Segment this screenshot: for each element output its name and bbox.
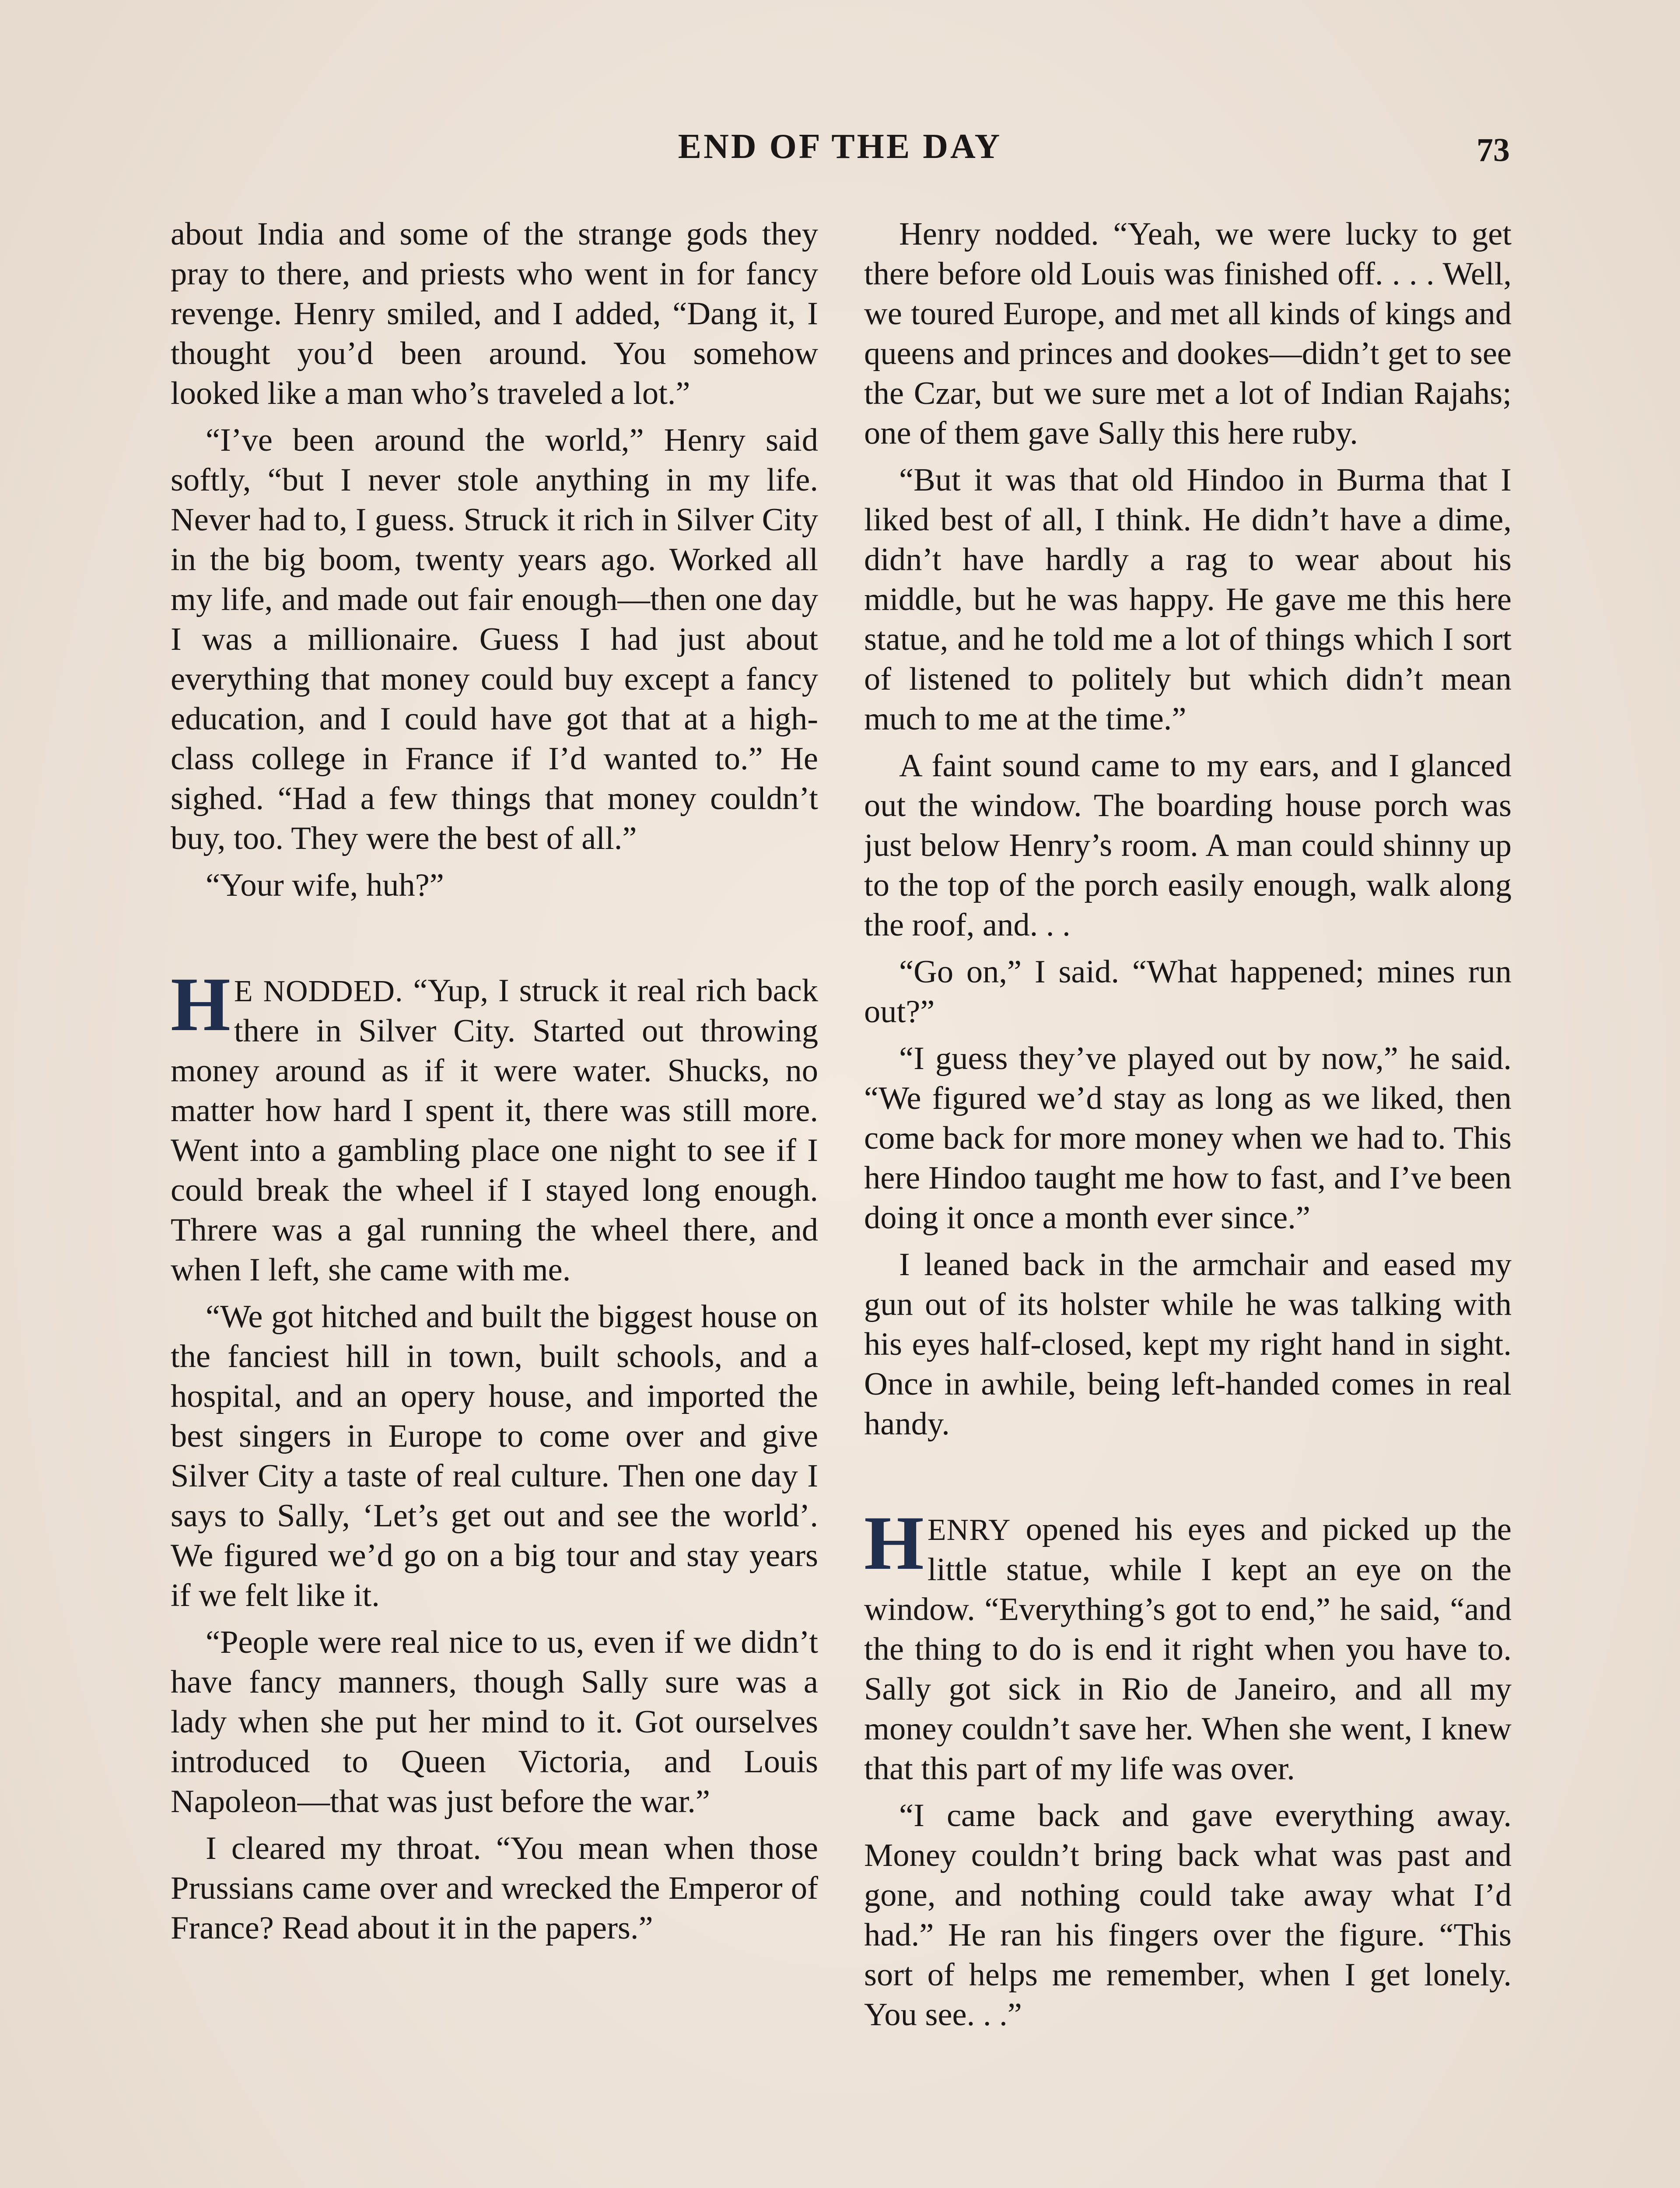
paragraph: “We got hitched and built the biggest house on the fanciest hill in town, built schools, and a hospital, and an opery house, and imported the best singers in Europe to come over and give Silver City a taste of real culture. Then one day I says to Sally, ‘Let’s get out and see the world’. We figured we’d go on a big tour and stay years if we felt like it. [171,1299,818,1613]
paragraph: “But it was that old Hindoo in Burma that I liked best of all, I think. He didn’t have a dime, didn’t have hardly a rag to wear about his middle, but he was happy. He gave me this here statue, and he told me a lot of things which I sort of listened to politely but which didn’t mean much to me at the time.” [864,462,1512,737]
small-caps-lead: E NODDED. [234,975,403,1008]
section-opening-paragraph [171,962,818,1290]
paragraph: “Go on,” I said. “What happened; mines run out?” [864,954,1512,1030]
paragraph: A faint sound came to my ears, and I glanced out the window. The boarding house porch was just below Henry’s room. A man could shinny up to the top of the porch easily enough, walk along the roof, and. . . [864,748,1512,943]
paragraph-text: opened his eyes and picked up the little statue, while I kept an eye on the window. “Everything’s got to end,” he said, “and the thing to do is end it right when you have to. Sally got sick in Rio de Janeiro, and all my money couldn’t save her. When she went, I knew that this part of my life was over. [864,1511,1512,1787]
paragraph: about India and some of the strange gods they pray to there, and priests who went in for fancy revenge. Henry smiled, and I added, “Dang it, I thought you’d been around. You somehow looked like a man who’s traveled a lot.” [171,216,818,411]
paragraph: “I came back and gave everything away. Money couldn’t bring back what was past and gone, and nothing could take away what I’d had.” He ran his fingers over the figure. “This sort of helps me remember, when I get lonely. You see. . .” [864,1798,1512,2033]
section-opening-paragraph [864,1501,1512,1789]
paragraph: “Your wife, huh?” [206,867,444,903]
running-title: END OF THE DAY [678,127,1002,166]
drop-cap: H [171,962,231,1047]
paragraph-text: “Yup, I struck it real rich back there in Silver City. Started out throwing money around as if it were water. Shucks, no matter how hard I spent it, there was still more. Went into a gambling place one night to see if I could break the wheel if I stayed long enough. Threre was a gal running the wheel there, and when I left, she came with me. [171,973,818,1288]
small-caps-lead: ENRY [927,1513,1011,1547]
paragraph: “I guess they’ve played out by now,” he said. “We figured we’d stay as long as we liked, then come back for more money when we had to. This here Hindoo taught me how to fast, and I’ve been doing it once a month ever since.” [864,1041,1512,1236]
paragraph: I leaned back in the armchair and eased my gun out of its holster while he was talking with his eyes half-closed, kept my right hand in sight. Once in awhile, being left-handed comes in real handy. [864,1247,1512,1442]
right-column [864,214,1512,2188]
paragraph: “People were real nice to us, even if we didn’t have fancy manners, though Sally sure was a lady when she put her mind to it. Got ourselves introduced to Queen Victoria, and Louis Napoleon—that was just before the war.” [171,1624,818,1820]
paragraph: “I’ve been around the world,” Henry said softly, “but I never stole anything in my life. Never had to, I guess. Struck it rich in Silver City in the big boom, twenty years ago. Worked all my life, and made out fair enough—then one day I was a millionaire. Guess I had just about everything that money could buy except a fancy education, and I could have got that at a high-class college in France if I’d wanted to.” He sighed. “Had a few things that money couldn’t buy, too. They were the best of all.” [171,422,818,856]
page-number: 73 [1477,132,1510,168]
paragraph: Henry nodded. “Yeah, we were lucky to get there before old Louis was finished off. . . . Well, we toured Europe, and met all kinds of kings and queens and princes and dookes—didn’t get to see the Czar, but we sure met a lot of Indian Rajahs; one of them gave Sally this here ruby. [864,216,1512,451]
left-column [171,214,818,2188]
paragraph: I cleared my throat. “You mean when those Prussians came over and wrecked the Emperor of France? Read about it in the papers.” [171,1830,818,1946]
drop-cap: H [864,1501,924,1586]
